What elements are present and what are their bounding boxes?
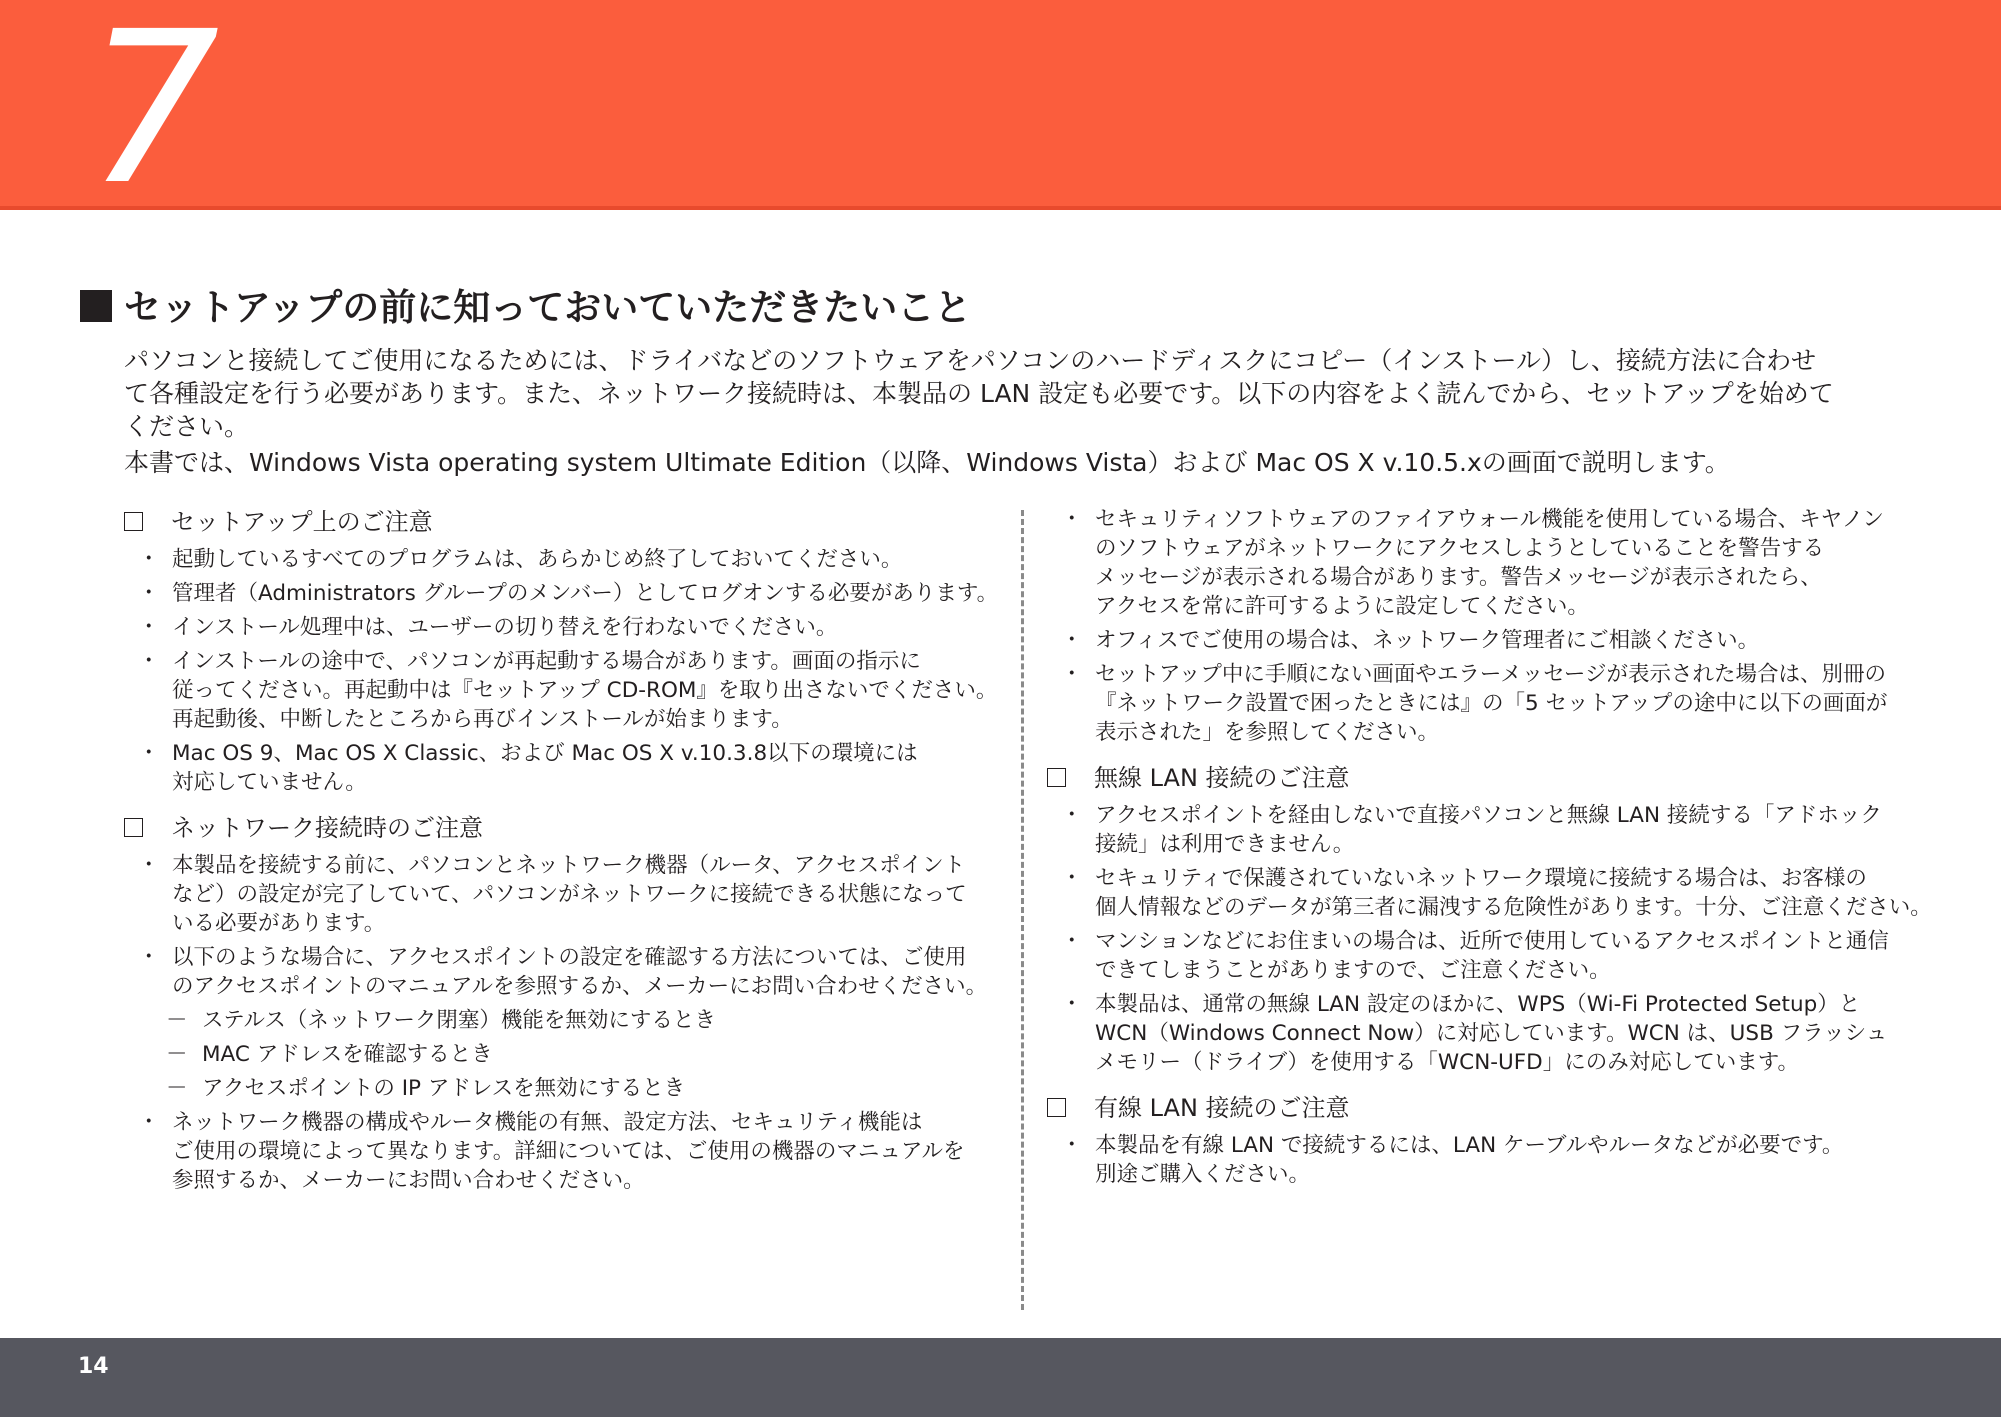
- left-column: [124, 505, 1004, 1209]
- dash-item: － MAC アドレスを確認するとき: [124, 1040, 1004, 1069]
- checkbox-square-icon: [124, 512, 143, 531]
- list-item: ・ 本製品を有線 LAN で接続するには、LAN ケーブルやルータなどが必要です。 別途ご購入ください。: [1047, 1131, 1927, 1189]
- setup-notes-list: [124, 545, 1004, 797]
- checkbox-square-icon: [124, 818, 143, 837]
- list-item: ・ アクセスポイントを経由しないで直接パソコンと無線 LAN 接続する「アドホック 接続」は利用できません。: [1047, 801, 1927, 859]
- list-item: ・ Mac OS 9、Mac OS X Classic、および Mac OS X v.10.3.8以下の環境には 対応していません。: [124, 739, 1004, 797]
- intro-line: 本書では、Windows Vista operating system Ultimate Edition（以降、Windows Vista）および Mac OS X v.10.5.xの画面で説明します。: [124, 448, 1730, 477]
- network-notes-continued-list: [1047, 505, 1927, 747]
- square-bullet-icon: [80, 290, 112, 322]
- list-item: ・ マンションなどにお住まいの場合は、近所で使用しているアクセスポイントと通信 できてしまうことがありますので、ご注意ください。: [1047, 927, 1927, 985]
- page-number: 14: [78, 1354, 109, 1379]
- list-item: ・ 以下のような場合に、アクセスポイントの設定を確認する方法については、ご使用 のアクセスポイントのマニュアルを参照するか、メーカーにお問い合わせください。: [124, 943, 1004, 1001]
- network-notes-list: [124, 851, 1004, 1195]
- list-item: ・ インストール処理中は、ユーザーの切り替えを行わないでください。: [124, 613, 1004, 642]
- intro-line: ください。: [124, 412, 250, 441]
- header-underline: [0, 206, 2001, 210]
- list-item: ・ 起動しているすべてのプログラムは、あらかじめ終了しておいてください。: [124, 545, 1004, 574]
- wireless-notes-list: [1047, 801, 1932, 1077]
- checkbox-square-icon: [1047, 1098, 1066, 1117]
- checkbox-square-icon: [1047, 768, 1066, 787]
- wired-notes-list: [1047, 1131, 1927, 1189]
- section-heading-text: セットアップの前に知っておいていただきたいこと: [124, 286, 972, 329]
- list-item: ・ セキュリティで保護されていないネットワーク環境に接続する場合は、お客様の 個人情報などのデータが第三者に漏洩する危険性があります。十分、ご注意ください。: [1047, 864, 1927, 922]
- list-item: ・ 管理者（Administrators グループのメンバー）としてログオンする必要があります。: [124, 579, 1004, 608]
- list-item: ・ インストールの途中で、パソコンが再起動する場合があります。画面の指示に 従ってください。再起動中は『セットアップ CD-ROM』を取り出さないでください。 再起動後、中断したところから再びインストールが始まります。: [124, 647, 1004, 734]
- network-notes-heading: ネットワーク接続時のご注意: [124, 811, 1004, 845]
- setup-notes-heading: セットアップ上のご注意: [124, 505, 1004, 539]
- intro-line: て各種設定を行う必要があります。また、ネットワーク接続時は、本製品の LAN 設定も必要です。以下の内容をよく読んでから、セットアップを始めて: [124, 379, 1834, 408]
- list-item: ・ オフィスでご使用の場合は、ネットワーク管理者にご相談ください。: [1047, 626, 1927, 655]
- list-item: ・ セットアップ中に手順にない画面やエラーメッセージが表示された場合は、別冊の 『ネットワーク設置で困ったときには』の「5 セットアップの途中に以下の画面が 表示された」を参照してください。: [1047, 660, 1927, 747]
- footer-band: [0, 1338, 2001, 1417]
- list-item: ・ ネットワーク機器の構成やルータ機能の有無、設定方法、セキュリティ機能は ご使用の環境によって異なります。詳細については、ご使用の機器のマニュアルを 参照するか、メーカーにお問い合わせください。: [124, 1108, 1004, 1195]
- step-number: 7: [86, 0, 220, 231]
- list-item: ・ 本製品は、通常の無線 LAN 設定のほかに、WPS（Wi-Fi Protected Setup）と WCN（Windows Connect Now）に対応しています。WCN は、USB フラッシュ メモリー（ドライブ）を使用する「WCN-UFD」にのみ対応しています。: [1047, 990, 1927, 1077]
- header-band: [0, 0, 2001, 206]
- intro-text: [124, 344, 1924, 479]
- wired-notes-heading: 有線 LAN 接続のご注意: [1047, 1091, 1927, 1125]
- column-divider: [1021, 510, 1024, 1310]
- dash-item: － アクセスポイントの IP アドレスを無効にするとき: [124, 1074, 1004, 1103]
- list-item: ・ 本製品を接続する前に、パソコンとネットワーク機器（ルータ、アクセスポイント など）の設定が完了していて、パソコンがネットワークに接続できる状態になって いる必要があります。: [124, 851, 1004, 938]
- intro-line: パソコンと接続してご使用になるためには、ドライバなどのソフトウェアをパソコンのハードディスクにコピー（インストール）し、接続方法に合わせ: [124, 346, 1817, 375]
- list-item: ・ セキュリティソフトウェアのファイアウォール機能を使用している場合、キヤノン のソフトウェアがネットワークにアクセスしようとしていることを警告する メッセージが表示される場合があります。警告メッセージが表示されたら、 アクセスを常に許可するように設定してください。: [1047, 505, 1927, 621]
- wireless-notes-heading: 無線 LAN 接続のご注意: [1047, 761, 1927, 795]
- section-heading: [80, 283, 1960, 333]
- dash-item: － ステルス（ネットワーク閉塞）機能を無効にするとき: [124, 1006, 1004, 1035]
- right-column: [1047, 505, 1932, 1203]
